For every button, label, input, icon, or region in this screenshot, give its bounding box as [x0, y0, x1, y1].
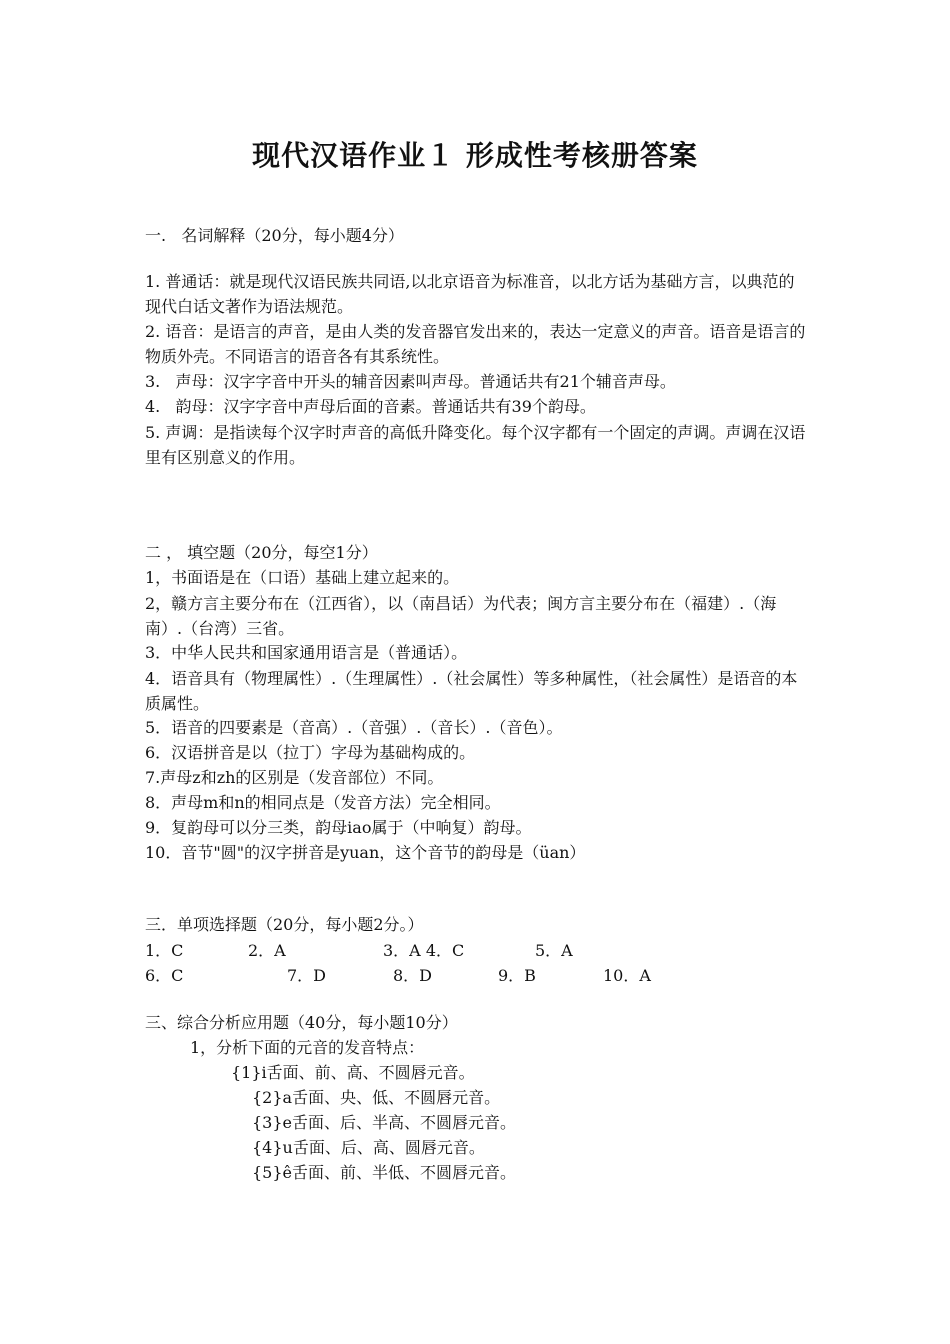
- answer-2: 2．A: [248, 941, 286, 960]
- answer-8: 8．D: [393, 966, 433, 985]
- section2-item-1: 1，书面语是在（口语）基础上建立起来的。: [145, 568, 460, 587]
- vowel-item-5: {5}ê舌面、前、半低、不圆唇元音。: [252, 1163, 517, 1182]
- section1-item-3: 3. 声母：汉字字音中开头的辅音因素叫声母。普通话共有21个辅音声母。: [145, 372, 676, 391]
- answer-9: 9．B: [498, 966, 536, 985]
- section4-question-1: 1，分析下面的元音的发音特点：: [190, 1038, 425, 1057]
- section3-heading: 三．单项选择题（20分，每小题2分。）: [145, 915, 424, 934]
- section2-item-10: 10．音节"圆"的汉字拼音是yuan，这个音节的韵母是（üan）: [145, 843, 586, 862]
- section1-item-5: 5. 声调：是指读每个汉字时声音的高低升降变化。每个汉字都有一个固定的声调。声调在汉语里有区别意义的作用。: [145, 423, 806, 467]
- answer-6: 6．C: [145, 966, 184, 985]
- section2-item-3: 3．中华人民共和国家通用语言是（普通话）。: [145, 643, 468, 662]
- answer-5: 5．A: [535, 941, 573, 960]
- vowel-item-2: {2}a舌面、央、低、不圆唇元音。: [252, 1088, 501, 1107]
- section2-heading: 二 ， 填空题（20分，每空1分）: [145, 543, 378, 562]
- section1-heading: 一. 名词解释（20分，每小题4分）: [145, 226, 404, 245]
- answer-3-4: 3．A 4．C: [383, 941, 465, 960]
- vowel-item-1: {1}i舌面、前、高、不圆唇元音。: [231, 1063, 475, 1082]
- section1-item-1: 1. 普通话：就是现代汉语民族共同语,以北京语音为标准音，以北方话为基础方言，以典范的现代白话文著作为语法规范。: [145, 272, 795, 316]
- section2-item-2: 2，赣方言主要分布在（江西省），以（南昌话）为代表；闽方言主要分布在（福建）.（海南）.（台湾）三省。: [145, 594, 777, 638]
- section1-item-2: 2. 语音：是语言的声音，是由人类的发音器官发出来的，表达一定意义的声音。语音是语言的物质外壳。不同语言的语音各有其系统性。: [145, 322, 806, 366]
- section2-item-8: 8．声母m和n的相同点是（发音方法）完全相同。: [145, 793, 501, 812]
- page-title: 现代汉语作业１ 形成性考核册答案: [252, 139, 698, 172]
- section1-item-4: 4. 韵母：汉字字音中声母后面的音素。普通话共有39个韵母。: [145, 397, 596, 416]
- answer-1: 1．C: [145, 941, 184, 960]
- section2-item-4: 4．语音具有（物理属性）.（生理属性）.（社会属性）等多种属性，（社会属性）是语音的本质属性。: [145, 669, 798, 713]
- answer-7: 7．D: [287, 966, 327, 985]
- answer-10: 10．A: [603, 966, 651, 985]
- vowel-item-4: {4}u舌面、后、高、圆唇元音。: [252, 1138, 485, 1157]
- section4-heading: 三、综合分析应用题（40分，每小题10分）: [145, 1013, 458, 1032]
- section2-item-6: 6．汉语拼音是以（拉丁）字母为基础构成的。: [145, 743, 476, 762]
- vowel-item-3: {3}e舌面、后、半高、不圆唇元音。: [252, 1113, 517, 1132]
- section2-item-5: 5．语音的四要素是（音高）.（音强）.（音长）.（音色）。: [145, 718, 563, 737]
- section2-item-7: 7.声母z和zh的区别是（发音部位）不同。: [145, 768, 444, 787]
- section2-item-9: 9．复韵母可以分三类，韵母iao属于（中响复）韵母。: [145, 818, 532, 837]
